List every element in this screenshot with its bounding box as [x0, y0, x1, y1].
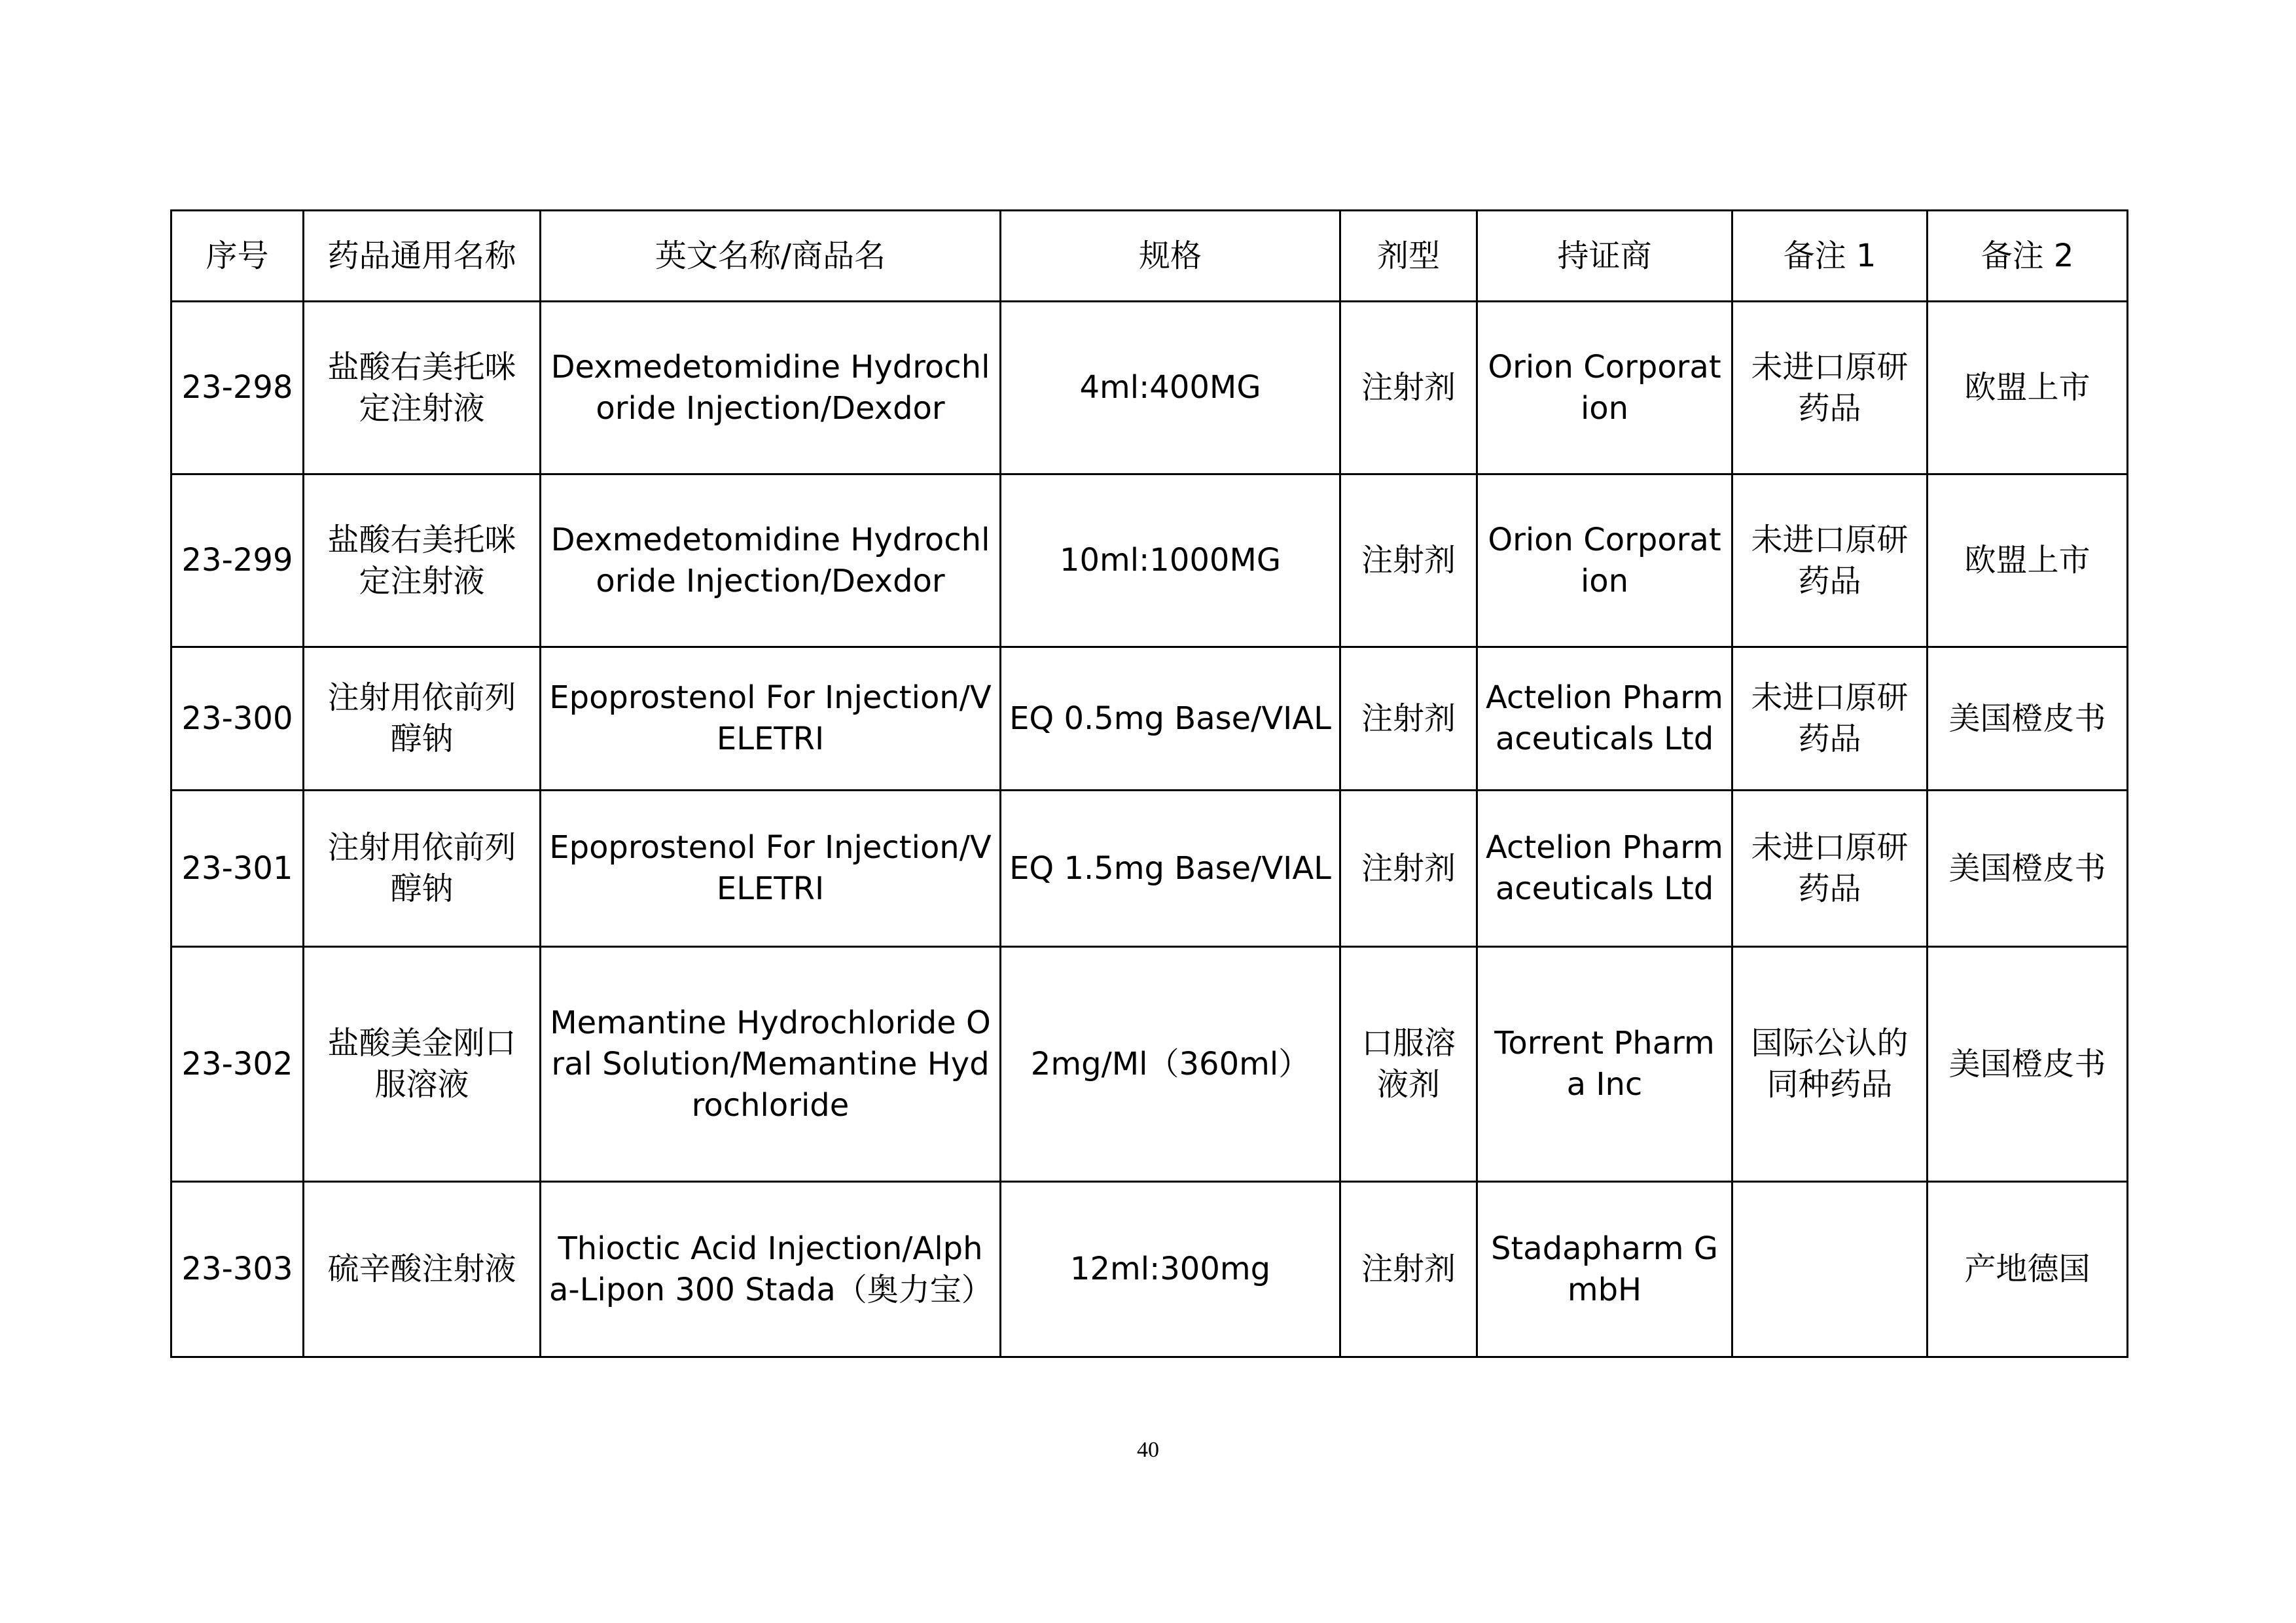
cell-spec: EQ 1.5mg Base/VIAL — [1001, 791, 1340, 947]
cell-remark1: 未进口原研药品 — [1732, 474, 1928, 647]
cell-generic-name: 注射用依前列醇钠 — [304, 791, 541, 947]
table-row — [171, 947, 2128, 1182]
header-generic-name: 药品通用名称 — [304, 211, 541, 302]
cell-no: 23-303 — [171, 1182, 304, 1357]
cell-generic-name: 硫辛酸注射液 — [304, 1182, 541, 1357]
drug-list-table — [170, 209, 2128, 1358]
header-spec: 规格 — [1001, 211, 1340, 302]
cell-spec: 2mg/Ml（360ml） — [1001, 947, 1340, 1182]
cell-no: 23-301 — [171, 791, 304, 947]
cell-remark1: 未进口原研药品 — [1732, 647, 1928, 791]
cell-generic-name: 盐酸美金刚口服溶液 — [304, 947, 541, 1182]
cell-spec: 4ml:400MG — [1001, 302, 1340, 474]
table-row — [171, 302, 2128, 474]
header-dosage-form: 剂型 — [1340, 211, 1477, 302]
cell-holder: Stadapharm GmbH — [1477, 1182, 1732, 1357]
cell-remark2: 欧盟上市 — [1928, 302, 2128, 474]
cell-generic-name: 盐酸右美托咪定注射液 — [304, 474, 541, 647]
cell-remark2: 产地德国 — [1928, 1182, 2128, 1357]
cell-remark2: 美国橙皮书 — [1928, 947, 2128, 1182]
cell-dosage-form: 注射剂 — [1340, 647, 1477, 791]
cell-spec: EQ 0.5mg Base/VIAL — [1001, 647, 1340, 791]
cell-dosage-form: 注射剂 — [1340, 1182, 1477, 1357]
header-remark1: 备注 1 — [1732, 211, 1928, 302]
cell-remark2: 欧盟上市 — [1928, 474, 2128, 647]
cell-holder: Orion Corporation — [1477, 474, 1732, 647]
cell-spec: 12ml:300mg — [1001, 1182, 1340, 1357]
cell-remark1: 未进口原研药品 — [1732, 302, 1928, 474]
cell-dosage-form: 注射剂 — [1340, 302, 1477, 474]
cell-dosage-form: 口服溶液剂 — [1340, 947, 1477, 1182]
header-no: 序号 — [171, 211, 304, 302]
cell-holder: Orion Corporation — [1477, 302, 1732, 474]
cell-holder: Actelion Pharmaceuticals Ltd — [1477, 791, 1732, 947]
header-remark2: 备注 2 — [1928, 211, 2128, 302]
cell-spec: 10ml:1000MG — [1001, 474, 1340, 647]
cell-dosage-form: 注射剂 — [1340, 474, 1477, 647]
cell-no: 23-299 — [171, 474, 304, 647]
cell-remark1: 国际公认的同种药品 — [1732, 947, 1928, 1182]
cell-remark1: 未进口原研药品 — [1732, 791, 1928, 947]
cell-dosage-form: 注射剂 — [1340, 791, 1477, 947]
cell-english-name: Epoprostenol For Injection/VELETRI — [541, 647, 1001, 791]
cell-remark1 — [1732, 1182, 1928, 1357]
cell-remark2: 美国橙皮书 — [1928, 647, 2128, 791]
cell-english-name: Thioctic Acid Injection/Alpha-Lipon 300 Stada（奥力宝） — [541, 1182, 1001, 1357]
cell-english-name: Dexmedetomidine Hydrochloride Injection/Dexdor — [541, 302, 1001, 474]
page-number: 40 — [1137, 1438, 1159, 1462]
cell-english-name: Dexmedetomidine Hydrochloride Injection/Dexdor — [541, 474, 1001, 647]
cell-remark2: 美国橙皮书 — [1928, 791, 2128, 947]
header-holder: 持证商 — [1477, 211, 1732, 302]
table-row — [171, 647, 2128, 791]
cell-no: 23-302 — [171, 947, 304, 1182]
header-english-name: 英文名称/商品名 — [541, 211, 1001, 302]
cell-no: 23-300 — [171, 647, 304, 791]
cell-generic-name: 盐酸右美托咪定注射液 — [304, 302, 541, 474]
cell-english-name: Epoprostenol For Injection/VELETRI — [541, 791, 1001, 947]
cell-holder: Torrent Pharma Inc — [1477, 947, 1732, 1182]
table-header-row — [171, 211, 2128, 302]
table-row — [171, 791, 2128, 947]
cell-no: 23-298 — [171, 302, 304, 474]
table-row — [171, 474, 2128, 647]
cell-generic-name: 注射用依前列醇钠 — [304, 647, 541, 791]
cell-holder: Actelion Pharmaceuticals Ltd — [1477, 647, 1732, 791]
cell-english-name: Memantine Hydrochloride Oral Solution/Memantine Hydrochloride — [541, 947, 1001, 1182]
table-row — [171, 1182, 2128, 1357]
